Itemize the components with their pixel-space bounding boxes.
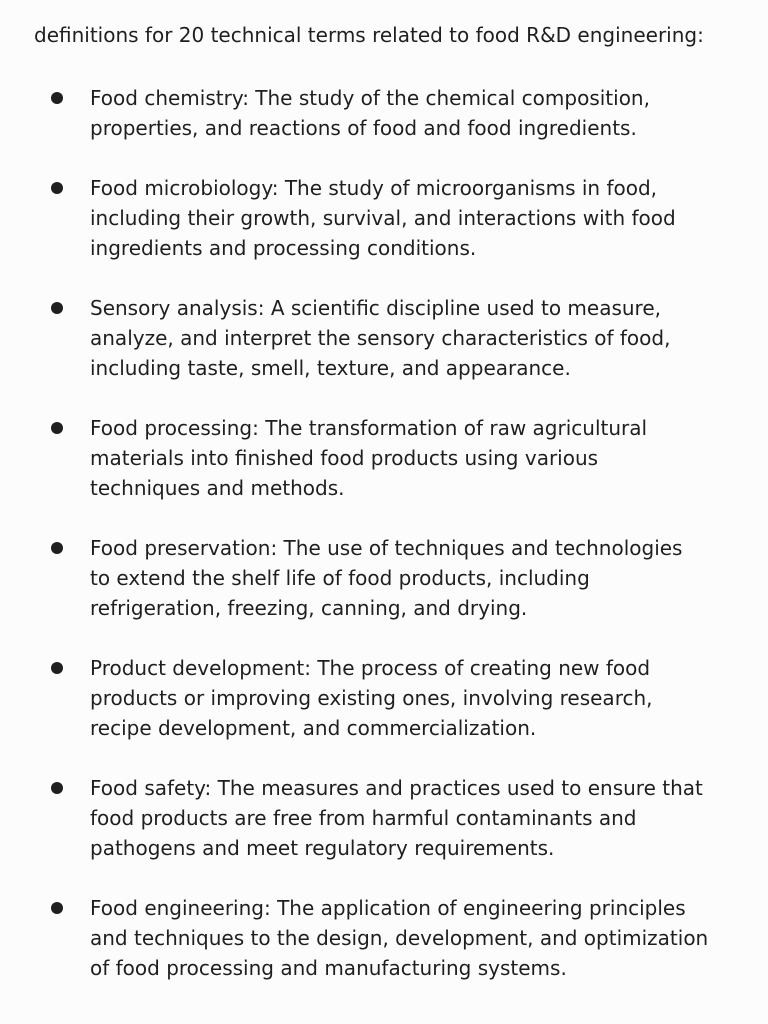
list-item-food-chemistry	[34, 83, 732, 143]
intro-text: definitions for 20 technical terms related to food R&D engineering:	[34, 23, 704, 47]
bullet-icon	[51, 92, 63, 104]
bullet-icon	[51, 302, 63, 314]
item-line: food products are free from harmful contaminants and	[90, 806, 637, 830]
term-list	[34, 83, 732, 983]
item-line: materials into finished food products using various	[90, 446, 599, 470]
item-line: including taste, smell, texture, and appearance.	[90, 356, 571, 380]
item-line: and techniques to the design, development, and optimization	[90, 926, 709, 950]
item-line: Product development: The process of creating new food	[90, 656, 651, 680]
item-line: Food microbiology: The study of microorganisms in food,	[90, 176, 658, 200]
list-item-food-safety	[34, 773, 732, 863]
item-line: products or improving existing ones, involving research,	[90, 686, 653, 710]
item-line: Food processing: The transformation of raw agricultural	[90, 416, 648, 440]
list-item-food-microbiology	[34, 173, 732, 263]
item-line: properties, and reactions of food and food ingredients.	[90, 116, 637, 140]
item-line: Food engineering: The application of engineering principles	[90, 896, 686, 920]
item-line: Sensory analysis: A scientific discipline used to measure,	[90, 296, 662, 320]
list-item-sensory-analysis	[34, 293, 732, 383]
item-line: recipe development, and commercialization.	[90, 716, 537, 740]
bullet-icon	[51, 902, 63, 914]
item-line: techniques and methods.	[90, 476, 345, 500]
item-line: to extend the shelf life of food products, including	[90, 566, 590, 590]
bullet-icon	[51, 542, 63, 554]
item-line: Food preservation: The use of techniques and technologies	[90, 536, 683, 560]
item-line: Food chemistry: The study of the chemical composition,	[90, 86, 650, 110]
list-item-food-preservation	[34, 533, 732, 623]
item-line: analyze, and interpret the sensory characteristics of food,	[90, 326, 671, 350]
bullet-icon	[51, 662, 63, 674]
bullet-icon	[51, 182, 63, 194]
bullet-icon	[51, 782, 63, 794]
item-line: refrigeration, freezing, canning, and drying.	[90, 596, 528, 620]
item-line: ingredients and processing conditions.	[90, 236, 477, 260]
bullet-icon	[51, 422, 63, 434]
item-line: of food processing and manufacturing systems.	[90, 956, 567, 980]
item-line: including their growth, survival, and interactions with food	[90, 206, 676, 230]
item-line: pathogens and meet regulatory requirements.	[90, 836, 555, 860]
list-item-food-engineering	[34, 893, 732, 983]
item-line: Food safety: The measures and practices used to ensure that	[90, 776, 703, 800]
list-item-food-processing	[34, 413, 732, 503]
list-item-product-development	[34, 653, 732, 743]
